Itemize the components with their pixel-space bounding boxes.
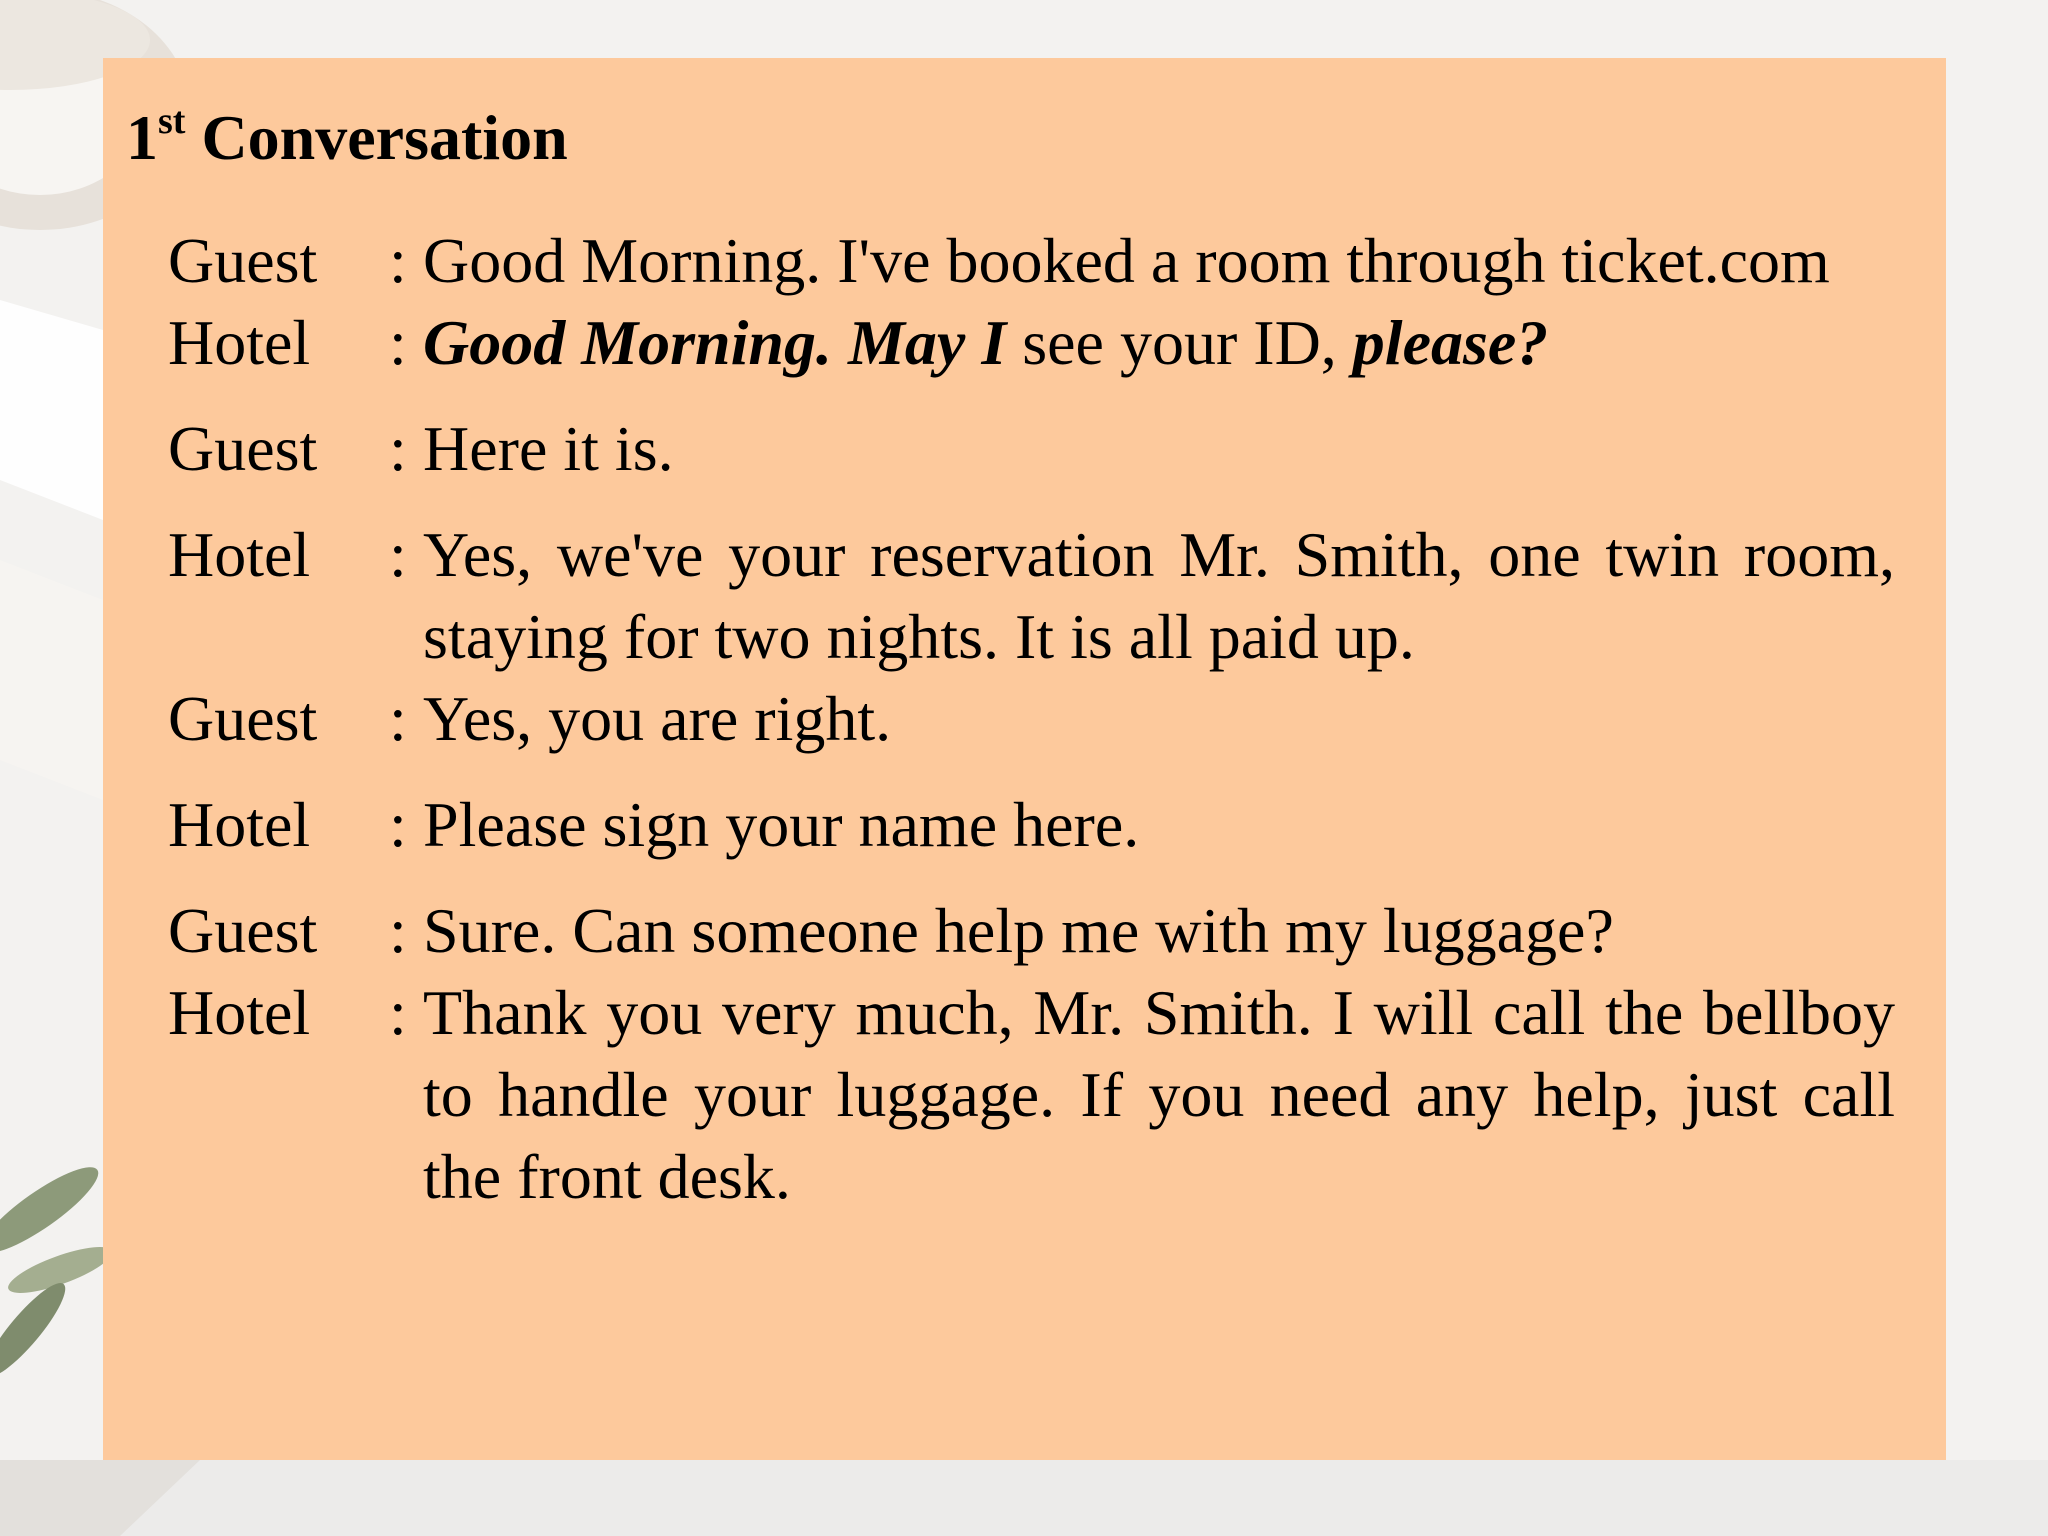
speaker-separator: :	[389, 977, 407, 1048]
speaker-separator: :	[389, 789, 407, 860]
title-text: Conversation	[185, 102, 568, 173]
speaker-separator: :	[389, 895, 407, 966]
title-number: 1	[126, 102, 158, 173]
speaker-separator: :	[389, 307, 407, 378]
dialogue-line	[168, 302, 1895, 384]
speaker-separator: :	[389, 413, 407, 484]
slide-title	[126, 98, 568, 178]
dialogue-line	[168, 408, 1895, 490]
dialogue-text: Please sign your name here.	[423, 789, 1140, 860]
dialogue-text: Here it is.	[423, 413, 674, 484]
speaker-label: Hotel	[168, 789, 311, 860]
title-ordinal-suffix: st	[158, 100, 186, 142]
speaker-label: Guest	[168, 895, 318, 966]
dialogue-text: Yes, you are right.	[423, 683, 892, 754]
dialogue-line	[168, 220, 1895, 302]
speaker-label: Guest	[168, 413, 318, 484]
speaker-label: Guest	[168, 683, 318, 754]
dialogue-line	[168, 514, 1895, 678]
speaker-label: Hotel	[168, 307, 311, 378]
speaker-label: Hotel	[168, 519, 311, 590]
conversation-card	[103, 58, 1946, 1460]
dialogue-text: Sure. Can someone help me with my luggage?	[423, 895, 1614, 966]
dialogue-text	[423, 302, 1895, 384]
speaker-separator: :	[389, 519, 407, 590]
dialogue-text: Good Morning. I've booked a room through ticket.com	[423, 225, 1830, 296]
speaker-label: Hotel	[168, 977, 311, 1048]
emphasized-phrase: Good Morning. May I	[423, 307, 1007, 378]
dialogue-line	[168, 678, 1895, 760]
speaker-separator: :	[389, 683, 407, 754]
dialogue-line	[168, 972, 1895, 1218]
dialogue-line	[168, 784, 1895, 866]
dialogue-text: Thank you very much, Mr. Smith. I will call the bellboy to handle your luggage. If you need any help, just call the front desk.	[423, 977, 1895, 1212]
plain-phrase: see your ID,	[1006, 307, 1353, 378]
emphasized-phrase: please?	[1352, 307, 1549, 378]
speaker-separator: :	[389, 225, 407, 296]
dialogue-line	[168, 890, 1895, 972]
speaker-label: Guest	[168, 225, 318, 296]
dialogue-text: Yes, we've your reservation Mr. Smith, one twin room, staying for two nights. It is all paid up.	[423, 519, 1895, 672]
dialogue-list	[168, 220, 1895, 1218]
